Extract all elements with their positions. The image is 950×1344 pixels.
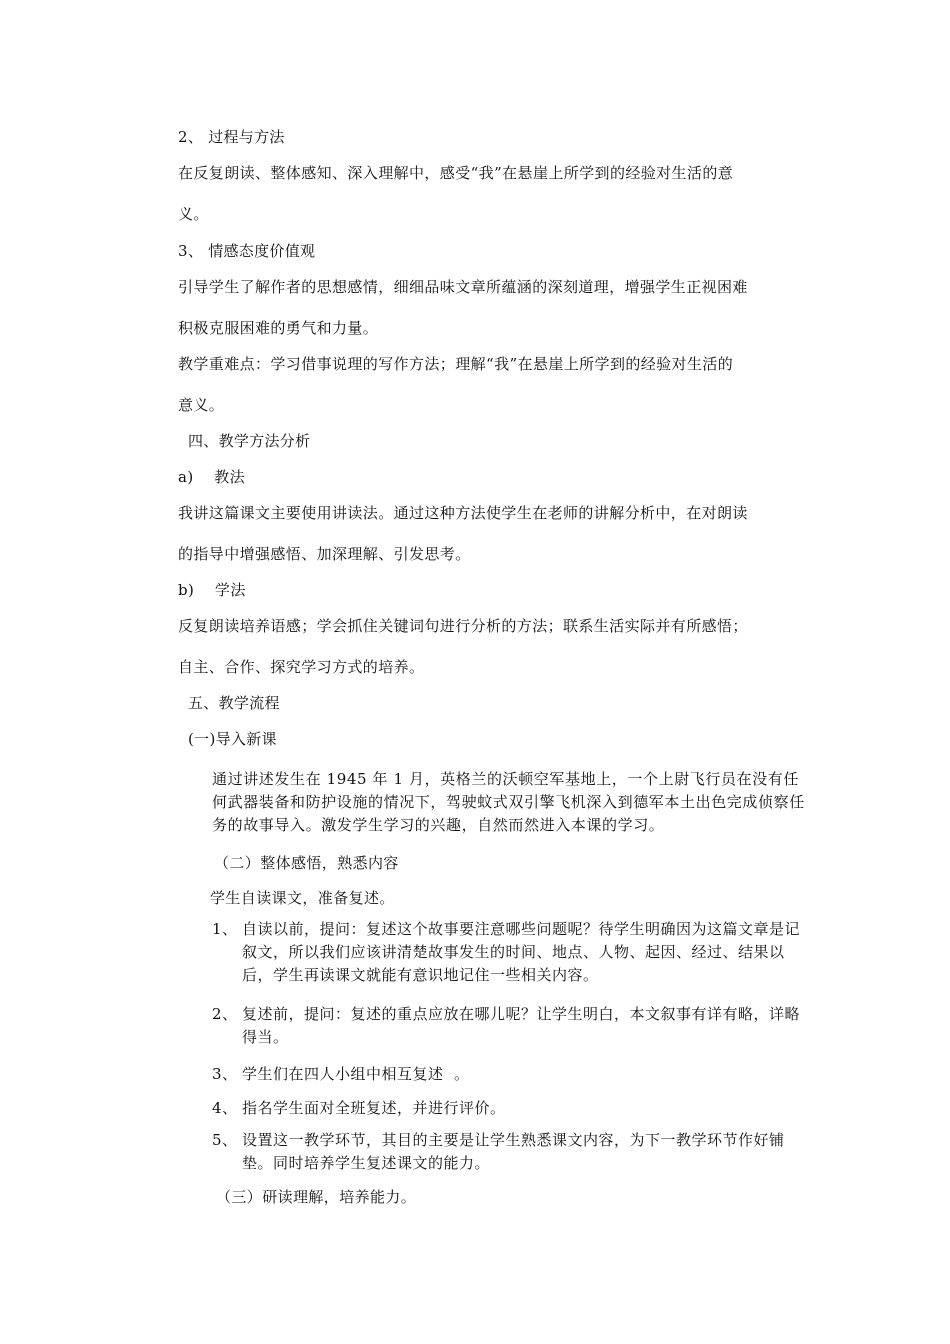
subheading-introduction: (一)导入新课 xyxy=(188,730,277,748)
section-heading-process-method: 2、 过程与方法 xyxy=(178,128,285,146)
paragraph-line: 积极克服困难的勇气和力量。 xyxy=(178,319,379,337)
section-heading-emotion-values: 3、 情感态度价值观 xyxy=(178,242,316,260)
list-item-text: 复述前，提问：复述的重点应放在哪儿呢？让学生明白，本文叙事有详有略，详略得当。 xyxy=(242,1005,801,1046)
list-item-number: 1、 xyxy=(212,920,238,938)
list-item xyxy=(212,1003,802,1049)
introduction-paragraph: 通过讲述发生在 1945 年 1 月，英格兰的沃顿空军基地上，一个上尉飞行员在没有任何武器装备和防护设施的情况下，驾驶蚊式双引擎飞机深入到德军本土出色完成侦察任务的故事导入。激发学生学习的兴趣，自然而然进入本课的学习。 xyxy=(212,770,805,834)
list-item-text: 设置这一教学环节，其目的主要是让学生熟悉课文内容，为下一教学环节作好铺垫。同时培养学生复述课文的能力。 xyxy=(242,1131,785,1172)
list-item xyxy=(212,1063,802,1086)
list-item-number: 4、 xyxy=(212,1099,238,1117)
subheading-study-understand: （三）研读理解，培养能力。 xyxy=(216,1188,417,1206)
paragraph-line: 的指导中增强感悟、加深理解、引发思考。 xyxy=(178,545,471,563)
subheading-teaching-method: a) 教法 xyxy=(178,468,246,486)
section-heading-teaching-method-analysis: 四、教学方法分析 xyxy=(188,432,311,450)
list-item xyxy=(212,1129,802,1175)
paragraph-line: 义。 xyxy=(178,205,209,223)
paragraph-line: 引导学生了解作者的思想感情，细细品味文章所蕴涵的深刻道理，增强学生正视困难 xyxy=(178,278,748,296)
list-item-text: 指名学生面对全班复述，并进行评价。 xyxy=(242,1099,506,1117)
paragraph-line: 反复朗读培养语感；学会抓住关键词句进行分析的方法；联系生活实际并有所感悟； xyxy=(178,617,748,635)
paragraph-line: 我讲这篇课文主要使用讲读法。通过这种方法使学生在老师的讲解分析中，在对朗读 xyxy=(178,504,748,522)
list-item-text: 自读以前，提问：复述这个故事要注意哪些问题呢？待学生明确因为这篇文章是记叙文，所以我们应该讲清楚故事发生的时间、地点、人物、起因、经过、结果以后，学生再读课文就能有意识地记住一些相关内容。 xyxy=(242,920,801,984)
paragraph-line: 学生自读课文，准备复述。 xyxy=(210,889,395,907)
list-item xyxy=(212,918,802,987)
list-item-number: 3、 xyxy=(212,1065,238,1083)
list-item-number: 5、 xyxy=(212,1131,238,1149)
list-item-number: 2、 xyxy=(212,1005,238,1023)
paragraph-line: 在反复朗读、整体感知、深入理解中，感受“我”在悬崖上所学到的经验对生活的意 xyxy=(178,164,734,182)
list-item-text: 学生们在四人小组中相互复述 。 xyxy=(242,1065,470,1083)
paragraph-line: 意义。 xyxy=(178,396,225,414)
paragraph-line: 自主、合作、探究学习方式的培养。 xyxy=(178,658,425,676)
subheading-learning-method: b) 学法 xyxy=(178,581,246,599)
section-heading-teaching-process: 五、教学流程 xyxy=(188,694,280,712)
paragraph-line: 教学重难点：学习借事说理的写作方法；理解“我”在悬崖上所学到的经验对生活的 xyxy=(178,355,734,373)
list-item xyxy=(212,1097,802,1120)
subheading-overall-perception: （二）整体感悟，熟悉内容 xyxy=(214,854,399,872)
